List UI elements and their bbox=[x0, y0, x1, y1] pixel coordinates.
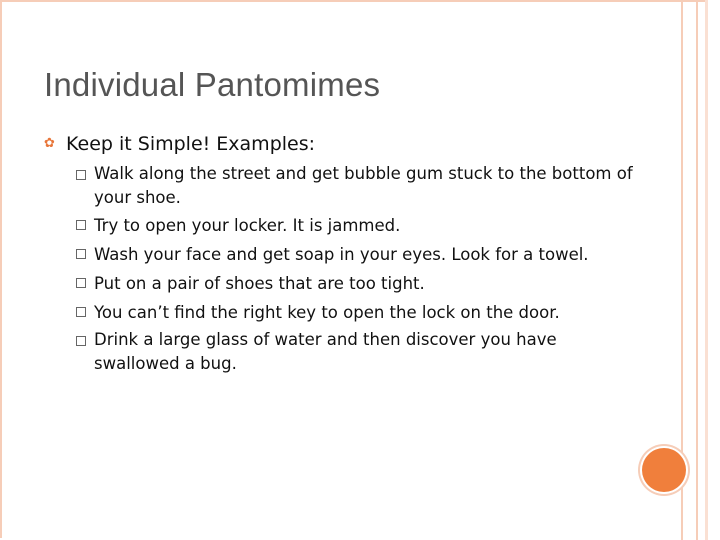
example-text: Drink a large glass of water and then discover you have swallowed a bug. bbox=[94, 330, 557, 373]
list-item bbox=[44, 270, 644, 297]
list-item bbox=[44, 212, 644, 239]
decorative-rule bbox=[696, 0, 698, 540]
square-box-icon bbox=[76, 278, 86, 288]
square-box-icon bbox=[76, 170, 86, 180]
main-bullet-text: Keep it Simple! Examples: bbox=[66, 133, 316, 155]
example-text: You can’t find the right key to open the lock on the door. bbox=[94, 303, 560, 322]
square-box-icon bbox=[76, 249, 86, 259]
orange-circle-decoration bbox=[642, 448, 686, 492]
list-item bbox=[44, 241, 644, 268]
slide-content bbox=[44, 128, 644, 378]
square-box-icon bbox=[76, 336, 86, 346]
example-text: Try to open your locker. It is jammed. bbox=[94, 216, 401, 235]
examples-list bbox=[44, 162, 644, 376]
example-text: Put on a pair of shoes that are too tight. bbox=[94, 274, 425, 293]
main-bullet-point bbox=[44, 128, 644, 160]
square-box-icon bbox=[76, 220, 86, 230]
example-text: Wash your face and get soap in your eyes. Look for a towel. bbox=[94, 245, 589, 264]
decorative-rule bbox=[705, 0, 708, 540]
square-box-icon bbox=[76, 307, 86, 317]
slide-title: Individual Pantomimes bbox=[44, 66, 381, 103]
list-item bbox=[44, 299, 644, 326]
orange-gear-icon: ✿ bbox=[44, 136, 55, 151]
example-text: Walk along the street and get bubble gum stuck to the bottom of your shoe. bbox=[94, 164, 633, 207]
list-item bbox=[44, 328, 644, 376]
list-item bbox=[44, 162, 644, 210]
